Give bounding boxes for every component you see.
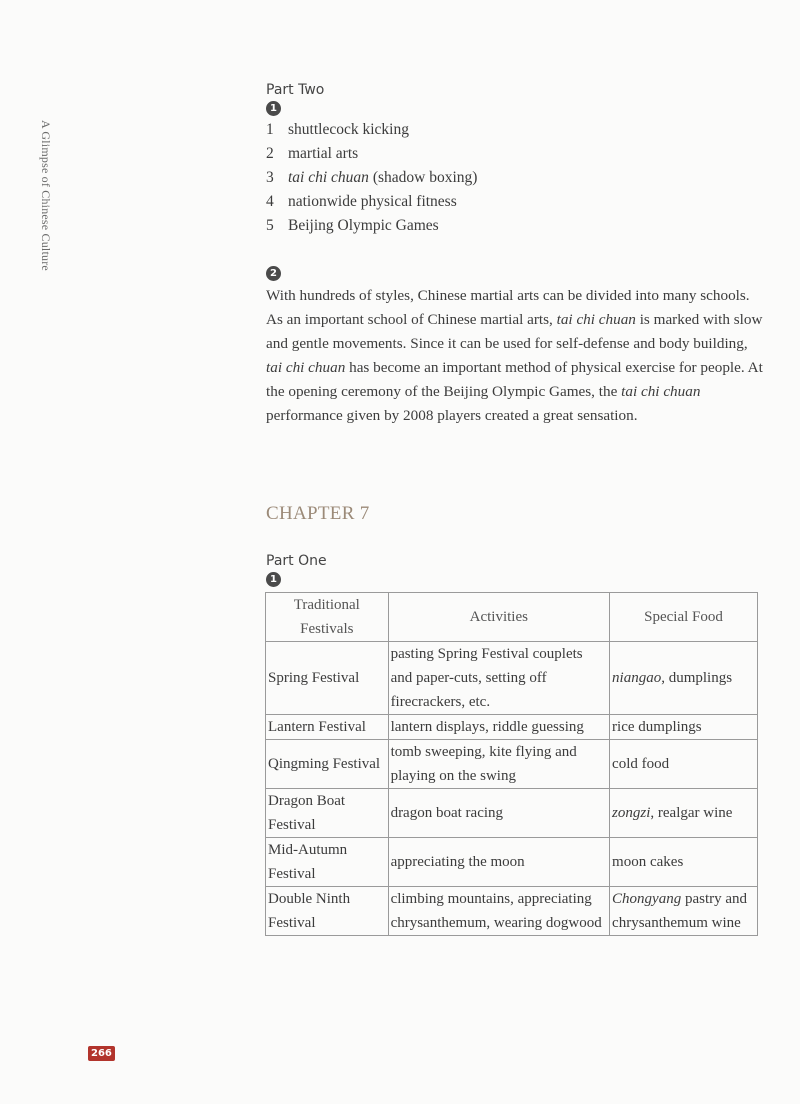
cell-festival: Qingming Festival [266, 740, 389, 789]
cell-festival: Dragon Boat Festival [266, 789, 389, 838]
table-row [266, 642, 758, 715]
list-item: 4 nationwide physical fitness [266, 193, 457, 210]
header-special-food: Special Food [610, 593, 758, 642]
exercise-1-marker: 1 [266, 572, 281, 587]
list-item: 1 shuttlecock kicking [266, 121, 409, 138]
cell-activities: climbing mountains, appreciating chrysanthemum, wearing dogwood [388, 887, 609, 936]
festival-table [265, 592, 758, 936]
cell-food: zongzi, realgar wine [610, 789, 758, 838]
header-activities: Activities [388, 593, 609, 642]
cell-festival: Double Ninth Festival [266, 887, 389, 936]
answer-list [266, 118, 477, 238]
cell-festival: Mid-Autumn Festival [266, 838, 389, 887]
running-header-book-title: A Glimpse of Chinese Culture [39, 120, 53, 271]
cell-festival: Lantern Festival [266, 715, 389, 740]
cell-activities: tomb sweeping, kite flying and playing on the swing [388, 740, 609, 789]
list-item: 3 tai chi chuan (shadow boxing) [266, 169, 478, 186]
table-row [266, 740, 758, 789]
table-row [266, 789, 758, 838]
table-header-row [266, 593, 758, 642]
cell-food: rice dumplings [610, 715, 758, 740]
header-festivals: Traditional Festivals [266, 593, 389, 642]
table-row [266, 715, 758, 740]
list-item: 5 Beijing Olympic Games [266, 217, 439, 234]
chapter-heading: CHAPTER 7 [266, 503, 370, 524]
translation-paragraph: With hundreds of styles, Chinese martial arts can be divided into many schools. As an important school of Chinese martial arts, tai chi chuan is marked with slow and gentle movements. Since it can be used for self-defense and body building, tai chi chuan has become an important method of physical exercise for people. At the opening ceremony of the Beijing Olympic Games, the tai chi chuan performance given by 2008 players created a great sensation. [266, 287, 763, 424]
part-two-heading: Part Two [266, 82, 325, 98]
cell-food: moon cakes [610, 838, 758, 887]
cell-activities: pasting Spring Festival couplets and paper-cuts, setting off firecrackers, etc. [388, 642, 609, 715]
cell-food: niangao, dumplings [610, 642, 758, 715]
table-row [266, 887, 758, 936]
cell-food: Chongyang pastry and chrysanthemum wine [610, 887, 758, 936]
exercise-1-marker: 1 [266, 101, 281, 116]
page-number-badge: 266 [88, 1046, 115, 1061]
cell-festival: Spring Festival [266, 642, 389, 715]
table-row [266, 838, 758, 887]
list-item: 2 martial arts [266, 145, 359, 162]
cell-food: cold food [610, 740, 758, 789]
part-one-heading: Part One [266, 553, 327, 569]
cell-activities: appreciating the moon [388, 838, 609, 887]
cell-activities: dragon boat racing [388, 789, 609, 838]
cell-activities: lantern displays, riddle guessing [388, 715, 609, 740]
exercise-2-marker: 2 [266, 266, 281, 281]
